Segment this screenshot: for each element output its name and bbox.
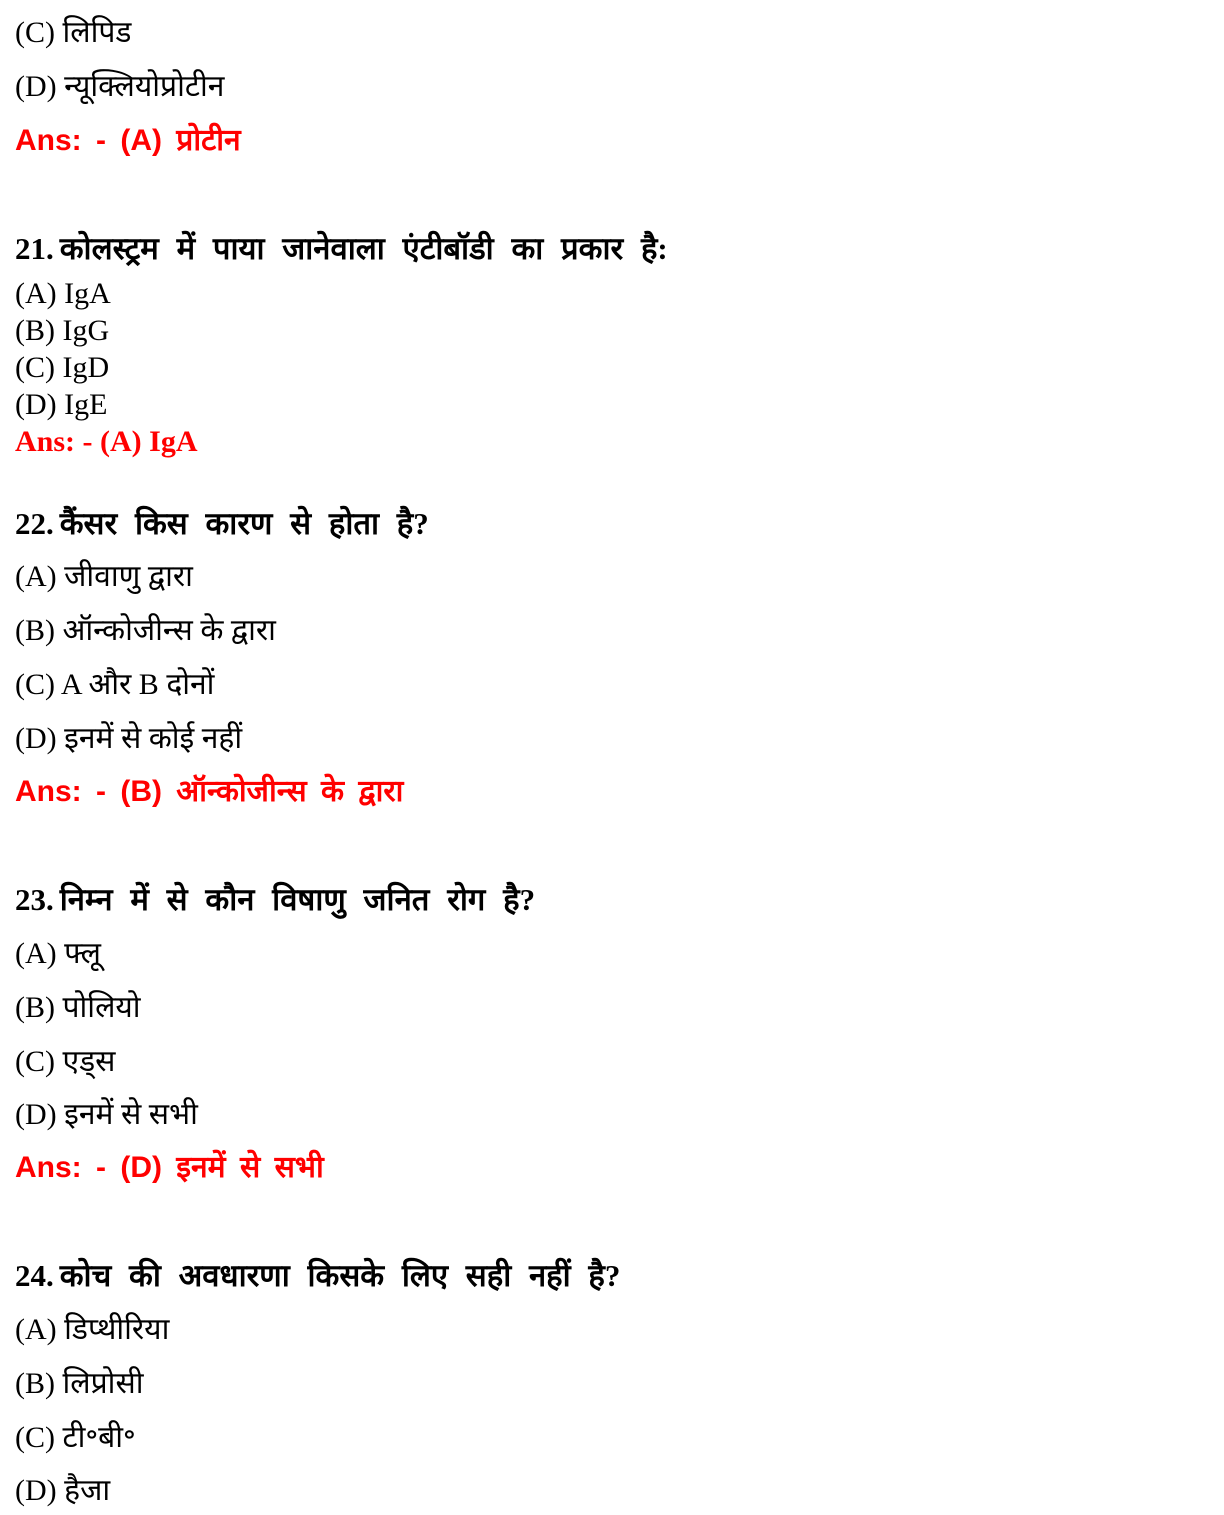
question-title <box>15 233 668 264</box>
question-text: कोलस्ट्रम में पाया जानेवाला एंटीबॉडी का प्रकार है: <box>59 231 668 266</box>
question-number: 21. <box>15 231 54 266</box>
question-text: निम्न में से कौन विषाणु जनित रोग है? <box>59 882 536 917</box>
answer-line: Ans: - (D) इनमें से सभी <box>15 1151 324 1184</box>
question-text: कोच की अवधारणा किसके लिए सही नहीं है? <box>59 1258 621 1293</box>
option-a: (A) IgA <box>15 277 111 310</box>
option-c: (C) लिपिड <box>15 16 132 49</box>
question-title <box>15 508 429 539</box>
option-b: (B) पोलियो <box>15 991 141 1024</box>
question-text: कैंसर किस कारण से होता है? <box>59 506 429 541</box>
question-number: 22. <box>15 506 54 541</box>
option-b: (B) IgG <box>15 314 110 347</box>
option-b: (B) ऑन्कोजीन्स के द्वारा <box>15 614 276 647</box>
option-a: (A) डिप्थीरिया <box>15 1313 170 1346</box>
option-c: (C) IgD <box>15 351 110 384</box>
option-a: (A) फ्लू <box>15 937 101 970</box>
question-title <box>15 884 535 915</box>
option-c: (C) टी॰बी॰ <box>15 1421 136 1454</box>
option-c: (C) एड्स <box>15 1045 116 1078</box>
answer-line: Ans: - (A) IgA <box>15 425 198 458</box>
option-b: (B) लिप्रोसी <box>15 1367 144 1400</box>
option-d: (D) IgE <box>15 388 108 421</box>
question-number: 23. <box>15 882 54 917</box>
answer-line: Ans: - (A) प्रोटीन <box>15 124 241 157</box>
answer-line: Ans: - (B) ऑन्कोजीन्स के द्वारा <box>15 775 404 808</box>
question-title <box>15 1260 620 1291</box>
option-d: (D) हैजा <box>15 1474 111 1507</box>
option-d: (D) न्यूक्लियोप्रोटीन <box>15 70 225 103</box>
option-a: (A) जीवाणु द्वारा <box>15 560 193 593</box>
question-number: 24. <box>15 1258 54 1293</box>
option-d: (D) इनमें से कोई नहीं <box>15 722 243 755</box>
option-d: (D) इनमें से सभी <box>15 1098 198 1131</box>
option-c: (C) A और B दोनों <box>15 668 215 701</box>
